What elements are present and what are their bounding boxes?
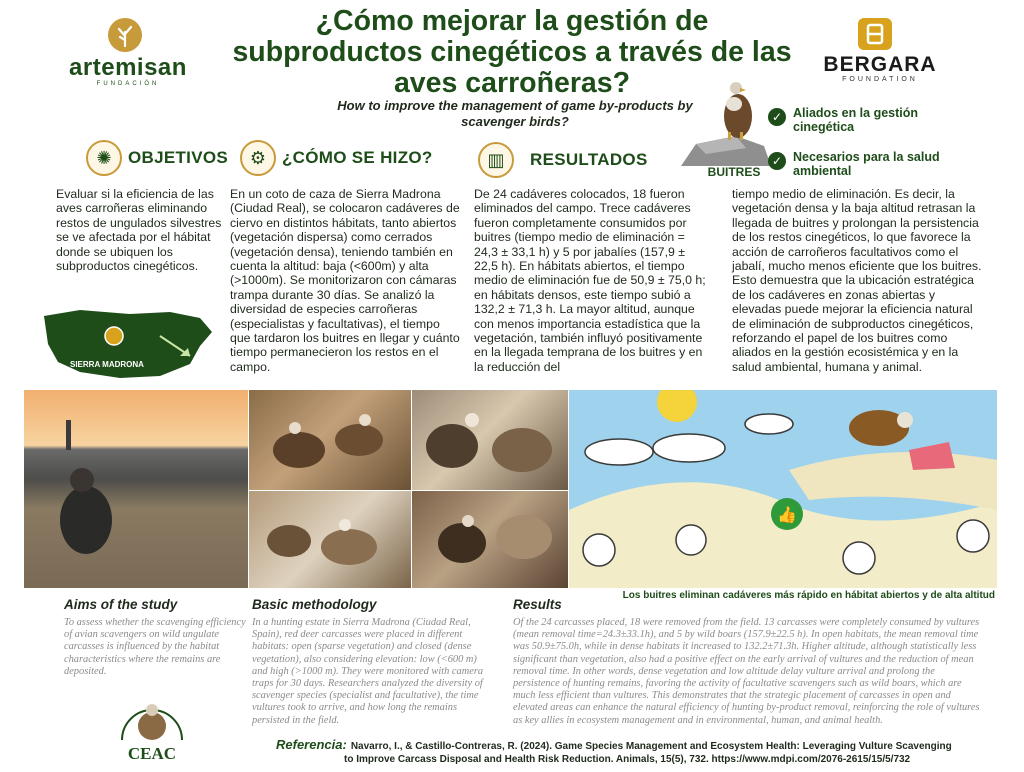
reference-label: Referencia: — [276, 737, 347, 752]
results-title: Results — [513, 597, 562, 612]
chart-icon: ▥ — [478, 142, 514, 178]
vulture-on-rock-illustration — [676, 74, 776, 174]
reference-line1: Navarro, I., & Castillo-Contreras, R. (2024). Game Species Management and Ecosystem Health: Leveraging Vulture Scavenging — [350, 741, 952, 752]
highlight-item: ✓ Necesarios para la salud ambiental — [768, 150, 958, 178]
vultures-photo-3 — [249, 491, 411, 588]
reference-line2: to Improve Carcass Disposal and Health Risk Reduction. Animals, 15(5), 732. https://www.mdpi.com/2076-2615/15/5/732 — [344, 753, 911, 765]
artemisan-logo — [58, 18, 198, 88]
objetivos-header: ✺ OBJETIVOS — [86, 140, 228, 176]
resultados-text-col1: De 24 cadáveres colocados, 18 fueron eliminados del campo. Trece cadáveres fueron completamente consumidos por buitres (tiempo medio de eliminación = 24,3 ± 33,1 h) y 5 por jabalíes (157,9 ± 22,5 h). En hábitats abiertos, el tiempo medio de eliminación fue de 50,9 ± 75,0 h; en hábitats densos, este tiempo subió a 132,2 ± 71,3 h. La mayor altitud, aunque con menos importancia estadística que la vegetación, también influyó positivamente en la llegada temprana de los buitres y en la reducción del — [474, 187, 706, 374]
gears-icon: ⚙ — [240, 140, 276, 176]
methodology-text: In a hunting estate in Sierra Madrona (Ciudad Real, Spain), red deer carcasses were placed in different habitats: open (sparse vegetation) and closed (dense vegetation), also considering elevation: low (<600 m) and high (>1000 m). They were monitored with camera traps for 30 days. Researchers analyzed the diversity of scavenger species (specialist and facultative), the time vultures took to arrive, and how long the remains persisted in the field. — [252, 617, 484, 726]
vultures-photo-2 — [412, 390, 568, 490]
researcher-photo — [24, 390, 248, 588]
resultados-header: ▥ RESULTADOS — [478, 142, 648, 178]
aims-text: To assess whether the scavenging efficiency of avian scavengers on wild ungulate carcasses is influenced by the habitat characteristics where the remains are deposited. — [64, 617, 246, 677]
bergara-mark-icon — [858, 18, 892, 50]
ceac-name: CEAC — [127, 744, 177, 763]
svg-text:👍: 👍 — [777, 505, 797, 524]
resultados-text-col2: tiempo medio de eliminación. Es decir, la vegetación densa y la baja altitud retrasan la llegada de buitres y prolongan la persistencia de los restos cinegéticos, lo que favorece la acción de carroñeros facultativos como el jabalí, mucho menos eficiente que los buitres. Esto demuestra que la ubicación estratégica de los cadáveres en zonas abiertas y elevadas puede mejorar la eficiencia natural de eliminación de subproductos cinegéticos, reforzando el papel de los buitres como aliados en la gestión ecosistémica y en la salud ambiental, humana y animal. — [732, 187, 982, 374]
sierra-madrona-label: SIERRA MADRONA — [70, 360, 144, 369]
check-icon: ✓ — [768, 108, 786, 126]
como-text: En un coto de caza de Sierra Madrona (Ciudad Real), se colocaron cadáveres de ciervo en distintos hábitats, tanto abiertos (vegetación dispersa) como cerrados (vegetación densa), teniendo también en cuenta la altitud: baja (<600m) y alta (>1000m). Se monitorizaron con cámaras trampa durante 30 días. Se analizó la diversidad de especies carroñeras (especialistas y facultativas), el tiempo que tardaron los buitres en llegar y cuánto tiempo permanecieron los restos en el campo. — [230, 187, 460, 374]
spain-map — [40, 306, 220, 382]
bulb-icon: ✺ — [86, 140, 122, 176]
poster-subtitle: How to improve the management of game by-products by scavenger birds? — [337, 98, 693, 129]
vultures-photo-4 — [412, 491, 568, 588]
results-text: Of the 24 carcasses placed, 18 were removed from the field. 13 carcasses were completely consumed by vultures (mean removal time=24.3±33.1h), and 5 by wild boars (157.9±22.5 h). In open habitats, the mean removal time was 50.9±75.0h, while in dense habitats it increased to 132.2±71.3h. Higher altitude, although statistically less significant than vegetation, also had a positive effect on the early arrival of vultures and the reduction of mean removal time. In other words, dense vegetation and low altitude delay vulture arrival and prolong the persistence of hunting remains, favoring the activity of facultative scavengers such as wild boars, which are much less efficient than vultures. This demonstrates that the strategic placement of carcasses in open and elevated areas can enhance the natural efficiency of hunting by-product removal, reinforcing the role of vultures as key allies in ecosystem management and in environmental, human, and animal health. — [513, 617, 980, 726]
highlight-item: ✓ Aliados en la gestión cinegética — [768, 106, 958, 134]
artemisan-name: artemisan — [69, 54, 187, 81]
ceac-badge-icon — [114, 686, 190, 742]
como-header: ⚙ ¿CÓMO SE HIZO? — [240, 140, 433, 176]
tree-icon — [108, 18, 142, 52]
vulture-cartoon-illustration — [569, 390, 997, 588]
bergara-name: BERGARA — [823, 53, 937, 76]
artemisan-sub: FUNDACIÓN — [96, 81, 160, 87]
check-icon: ✓ — [768, 152, 786, 170]
poster-title: ¿Cómo mejorar la gestión de subproductos cinegéticos a través de las aves carroñeras? — [232, 5, 792, 99]
bergara-logo — [800, 18, 960, 84]
vultures-photo-1 — [249, 390, 411, 490]
aims-title: Aims of the study — [64, 597, 178, 612]
methodology-title: Basic methodology — [252, 597, 377, 612]
reference — [276, 739, 976, 766]
buitres-label: BUITRES — [707, 165, 761, 179]
bergara-sub: FOUNDATION — [842, 76, 918, 83]
photo-caption: Los buitres eliminan cadáveres más rápido en hábitat abiertos y de alta altitud — [622, 590, 995, 601]
objetivos-text: Evaluar si la eficiencia de las aves carroñeras eliminando restos de ungulados silvestres se ve afectada por el hábitat donde se ubiquen los subproductos cinegéticos. — [56, 187, 222, 274]
